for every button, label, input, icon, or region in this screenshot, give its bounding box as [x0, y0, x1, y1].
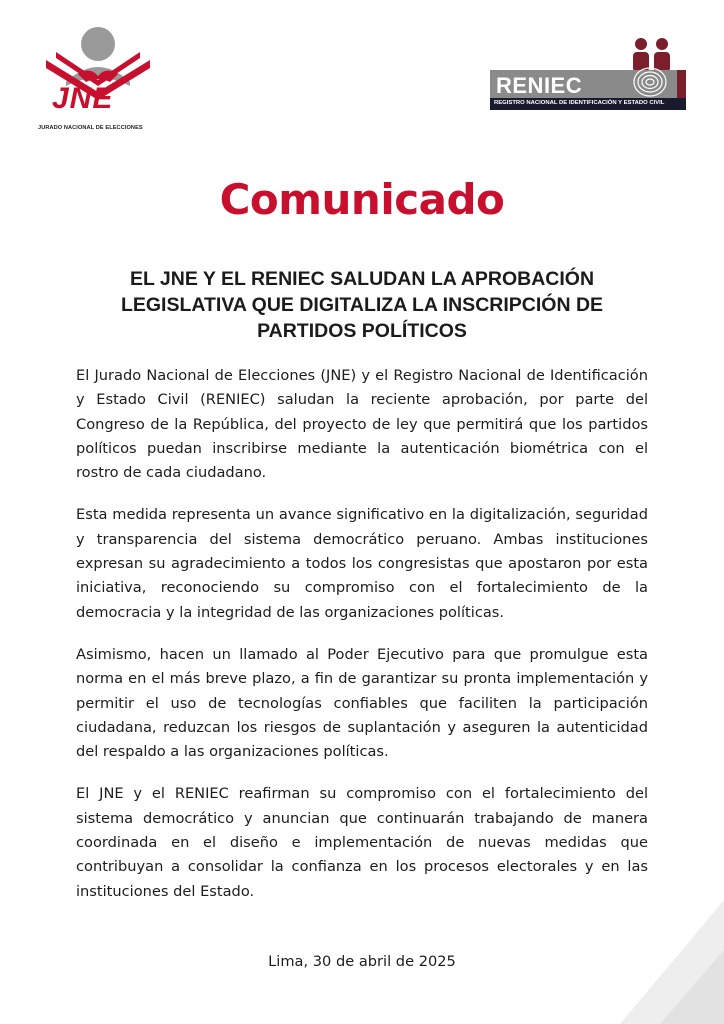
jne-full-name: JURADO NACIONAL DE ELECCIONES: [38, 125, 143, 131]
paragraph: Esta medida representa un avance significativo en la digitalización, seguridad y transparencia del sistema democrático peruano. Ambas instituciones expresan su agradecimiento a todos los congresistas que apostaron por esta iniciativa, reconociendo su compromiso con el fortalecimiento de la democracia y la integridad de las organizaciones políticas.: [76, 506, 648, 621]
place-date: Lima, 30 de abril de 2025: [268, 953, 456, 970]
body-text: [76, 364, 648, 922]
jne-handshake-icon: [38, 22, 158, 140]
paragraph: El JNE y el RENIEC reafirman su compromiso con el fortalecimiento del sistema democrático y anuncian que continuarán trabajando de manera coordinada en el diseño e implementación de nuevas medidas que contribuyan a consolidar la confianza en los procesos electorales y en las instituciones del Estado.: [76, 785, 648, 900]
headline: EL JNE Y EL RENIEC SALUDAN LA APROBACIÓN LEGISLATIVA QUE DIGITALIZA LA INSCRIPCIÓN DE PARTIDOS POLÍTICOS: [120, 268, 604, 342]
reniec-acronym: RENIEC: [496, 73, 583, 98]
page-title: Comunicado: [219, 175, 505, 224]
paragraph: Asimismo, hacen un llamado al Poder Ejecutivo para que promulgue esta norma en el más breve plazo, a fin de garantizar su pronta implementación y permitir el uso de tecnologías confiables que faciliten la participación ciudadana, reduzcan los riesgos de suplantación y aseguren la autenticidad del respaldo a las organizaciones políticas.: [76, 645, 648, 761]
jne-acronym: JNE: [52, 82, 114, 115]
paragraph: El Jurado Nacional de Elecciones (JNE) y el Registro Nacional de Identificación y Estado Civil (RENIEC) saludan la reciente aprobación, por parte del Congreso de la República, del proyecto de ley que permitirá que los partidos políticos puedan inscribirse mediante la autenticación biométrica con el rostro de cada ciudadano.: [76, 367, 648, 482]
reniec-full-name: REGISTRO NACIONAL DE IDENTIFICACIÓN Y ESTADO CIVIL: [494, 100, 665, 106]
